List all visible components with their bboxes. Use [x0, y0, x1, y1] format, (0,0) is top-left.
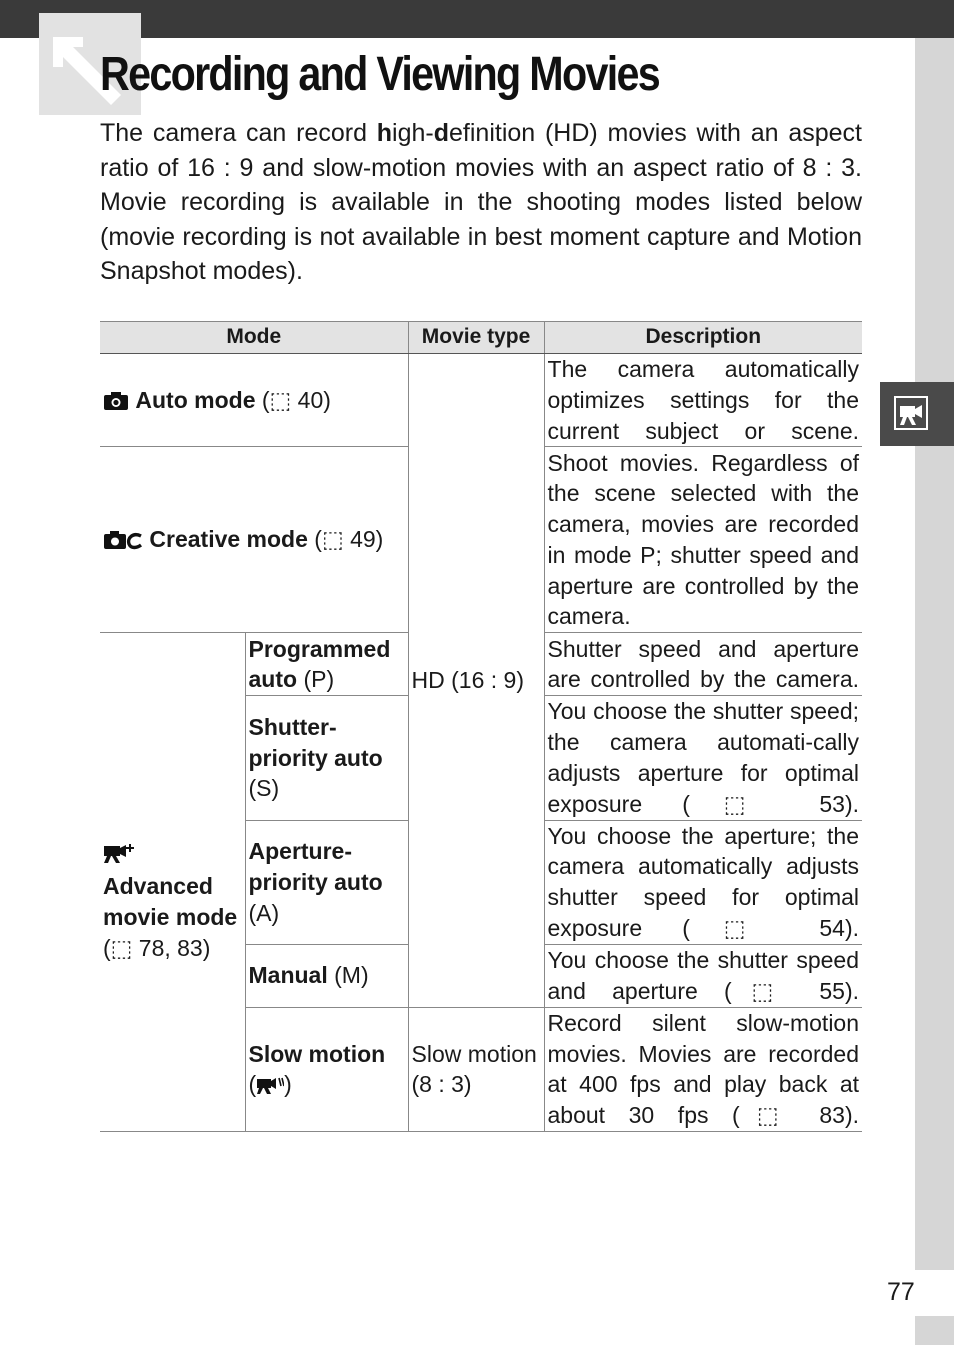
page-reference: (⬚ 49)	[314, 526, 384, 553]
intro-emphasis-h: h	[376, 119, 393, 147]
submode-code-close: )	[284, 1071, 292, 1098]
creative-camera-icon	[103, 530, 143, 550]
submode-code-open: (	[248, 1071, 257, 1098]
submode-label: Shutter-priority auto	[248, 713, 383, 771]
page-title: Recording and Viewing Movies	[100, 48, 659, 101]
table-header-row	[100, 322, 862, 354]
chapter-tab	[880, 382, 954, 446]
submode-programmed	[245, 633, 408, 696]
mode-auto	[100, 354, 408, 447]
submode-label: Programmed auto	[248, 635, 391, 693]
description: The camera automatically optimizes settings for the current subject or scene.	[544, 354, 862, 447]
camera-icon	[103, 391, 129, 411]
submode-label: Slow motion	[248, 1040, 386, 1067]
top-bar	[0, 0, 954, 38]
header-mode: Mode	[100, 322, 408, 354]
submode-label: Manual	[248, 962, 328, 989]
advanced-movie-icon	[103, 842, 135, 864]
description: Shutter speed and aperture are controlled by the camera.	[544, 633, 862, 696]
submode-manual	[245, 944, 408, 1007]
intro-emphasis-d: d	[433, 119, 450, 147]
mode-label: Advanced movie mode	[103, 873, 238, 931]
header-movie-type: Movie type	[408, 322, 544, 354]
page-number: 77	[887, 1278, 915, 1306]
submode-slow	[245, 1007, 408, 1131]
movie-modes-table	[100, 321, 862, 1132]
submode-code: (P)	[303, 666, 335, 693]
description: You choose the shutter speed; the camera automati-cally adjusts aperture for optimal exposure (⬚ 53).	[544, 696, 862, 820]
description: Record silent slow-motion movies. Movies are recorded at 400 fps and play back at about 30 fps (⬚ 83).	[544, 1007, 862, 1131]
submode-aperture	[245, 820, 408, 944]
movie-type-hd: HD (16 : 9)	[408, 354, 544, 1008]
slow-motion-icon	[256, 1075, 284, 1095]
intro-paragraph	[100, 116, 862, 289]
submode-shutter	[245, 696, 408, 820]
description: You choose the aperture; the camera automatically adjusts shutter speed for optimal exposure (⬚ 54).	[544, 820, 862, 944]
right-margin-strip-bottom	[915, 1316, 954, 1345]
movie-camera-icon	[894, 396, 928, 430]
header-description: Description	[544, 322, 862, 354]
submode-label: Aperture-priority auto	[248, 837, 383, 895]
movie-type-slow: Slow motion (8 : 3)	[408, 1007, 544, 1131]
intro-text: efinition (HD) movies with an aspect ratio of 16 : 9 and slow-motion movies with an aspect ratio of 8 : 3. Movie recording is available in the shooting modes listed below (movie recording is not available in best moment capture and Motion Snapshot modes).	[100, 119, 862, 285]
mode-advanced	[100, 633, 245, 1132]
mode-label: Creative mode	[149, 526, 308, 553]
intro-text: The camera can record	[100, 119, 377, 147]
submode-code: (A)	[248, 899, 280, 926]
page-reference: (⬚ 78, 83)	[103, 934, 211, 961]
description: Shoot movies. Regardless of the scene selected with the camera, movies are recorded in mode P; shutter speed and aperture are controlled by the camera.	[544, 447, 862, 633]
submode-code: (S)	[248, 775, 280, 802]
right-margin-strip	[915, 38, 954, 1270]
intro-text: igh-	[392, 119, 434, 147]
mode-creative	[100, 447, 408, 633]
description: You choose the shutter speed and aperture (⬚ 55).	[544, 944, 862, 1007]
table-row	[100, 354, 862, 447]
mode-label: Auto mode	[135, 386, 256, 413]
submode-code: (M)	[334, 962, 369, 989]
page-reference: (⬚ 40)	[261, 386, 331, 413]
